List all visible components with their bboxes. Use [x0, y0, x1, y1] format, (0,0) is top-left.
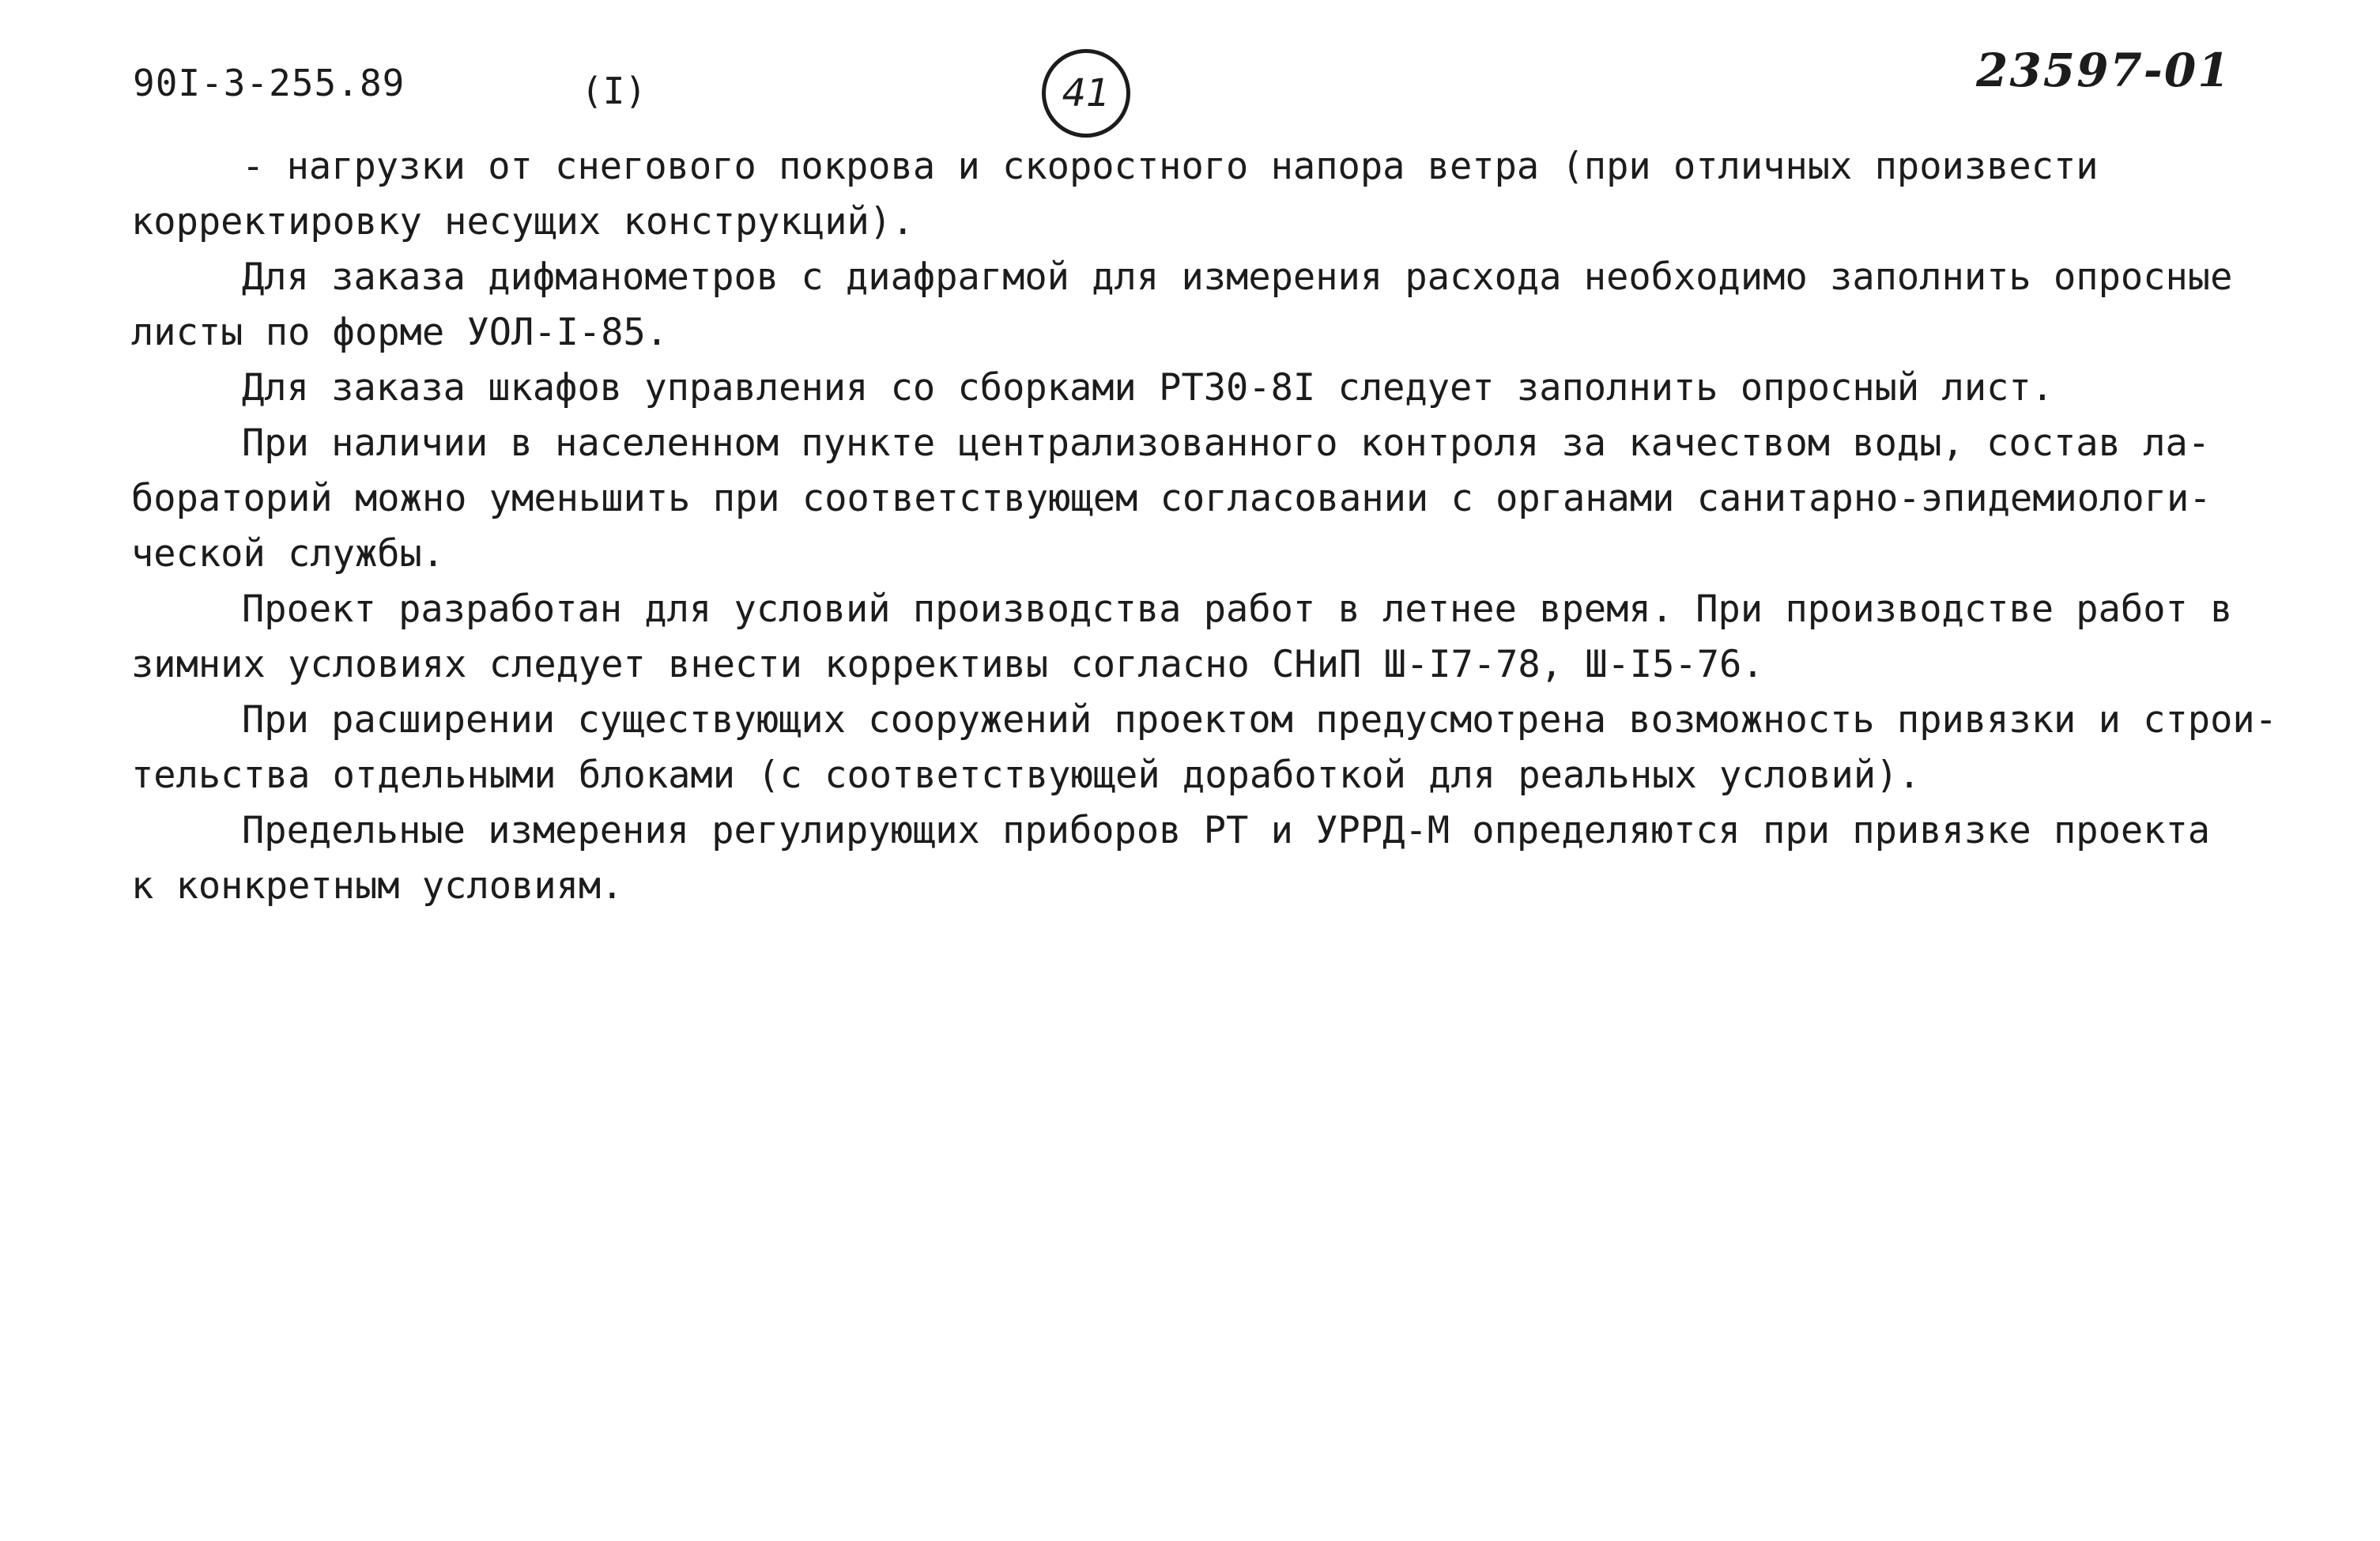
paragraph-line: корректировку несущих конструкций). [131, 200, 915, 244]
paragraph-line: тельства отдельными блоками (с соответствующей доработкой для реальных условий). [131, 754, 1921, 797]
paragraph-line: Для заказа дифманометров с диафрагмой для измерения расхода необходимо заполнить опросные [242, 255, 2233, 299]
paragraph-line: При расширении существующих сооружений проектом предусмотрена возможность привязки и строи- [242, 698, 2277, 742]
document-code: 90I-3-255.89 [133, 62, 405, 104]
paragraph-line: Для заказа шкафов управления со сборками РТ30-8I следует заполнить опросный лист. [242, 366, 2054, 410]
paragraph-expansion [131, 693, 2281, 803]
paragraph-line: листы по форме УОЛ-I-85. [131, 311, 669, 354]
archive-number: 23597-01 [1976, 43, 2231, 97]
paragraph-line: к конкретным условиям. [131, 864, 624, 908]
paragraph-line: - нагрузки от снегового покрова и скоростного напора ветра (при отличных произвести [242, 145, 2099, 188]
paragraph-line: Предельные измерения регулирующих приборов РТ и УРРД-М определяются при привязке проекта [242, 809, 2211, 852]
document-body [131, 139, 2281, 914]
paragraph-line: зимних условиях следует внести коррективы согласно СНиП Ш-I7-78, Ш-I5-76. [131, 643, 1764, 686]
paragraph-line: бораторий можно уменьшить при соответствующем согласовании с органами санитарно-эпидемиологи- [131, 477, 2212, 520]
paragraph-regulating-devices [131, 803, 2281, 914]
paragraph-differential-manometers [131, 250, 2281, 361]
paragraph-loads [131, 139, 2281, 250]
paragraph-line: Проект разработан для условий производства работ в летнее время. При производстве работ в [242, 587, 2233, 631]
paragraph-laboratories [131, 416, 2281, 582]
paragraph-line: ческой службы. [131, 532, 445, 576]
document-part: (I) [581, 70, 647, 112]
paragraph-line: При наличии в населенном пункте централизованного контроля за качеством воды, состав ла- [242, 421, 2211, 465]
paragraph-seasonal-work [131, 582, 2281, 693]
paragraph-control-cabinets [131, 361, 2281, 416]
page-number-circle: 41 [1042, 49, 1130, 138]
